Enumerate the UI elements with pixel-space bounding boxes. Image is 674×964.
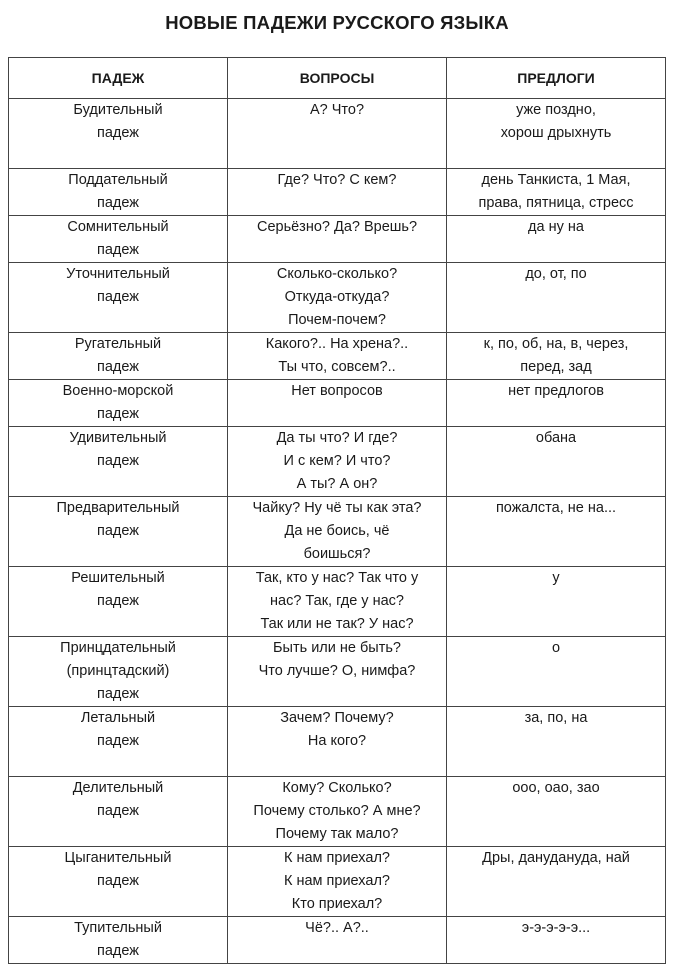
cell-case-line: падеж (97, 359, 139, 375)
cell-case (9, 263, 228, 333)
cell-case-line: Сомнительный (67, 219, 169, 235)
cell-questions (228, 637, 447, 707)
cell-prepositions (447, 216, 666, 263)
cell-case (9, 707, 228, 777)
cell-case (9, 567, 228, 637)
cell-questions-line: Чайку? Ну чё ты как эта? (252, 500, 422, 516)
cell-prepositions (447, 847, 666, 917)
cell-prepositions-line: обана (535, 430, 577, 446)
cell-questions (228, 216, 447, 263)
cell-questions-line: На кого? (307, 733, 367, 749)
cell-prepositions-line: уже поздно, (516, 102, 596, 118)
cell-questions-line: боишься? (303, 546, 371, 562)
cell-case (9, 847, 228, 917)
cell-questions-line: Что лучше? О, нимфа? (258, 663, 416, 679)
cell-prepositions (447, 777, 666, 847)
cell-case-line: падеж (97, 453, 139, 469)
cell-case-line: Уточнительный (66, 266, 170, 282)
cell-case (9, 333, 228, 380)
cell-case (9, 497, 228, 567)
cell-case-line: падеж (97, 289, 139, 305)
cell-questions (228, 497, 447, 567)
cell-prepositions (447, 169, 666, 216)
cell-case-line: Будительный (73, 102, 163, 118)
cell-prepositions-line: пожалста, не на... (495, 500, 617, 516)
table-row (9, 707, 666, 777)
table-row (9, 263, 666, 333)
table-row (9, 567, 666, 637)
cell-prepositions-line: к, по, об, на, в, через, (483, 336, 629, 352)
cell-case (9, 380, 228, 427)
cell-prepositions (447, 427, 666, 497)
cell-case-line: Поддательный (68, 172, 168, 188)
page-title: НОВЫЕ ПАДЕЖИ РУССКОГО ЯЗЫКА (165, 12, 509, 33)
cell-questions-line: А ты? А он? (296, 476, 378, 492)
cell-case-line: Ругательный (74, 336, 162, 352)
cell-prepositions (447, 567, 666, 637)
cell-prepositions-line: нет предлогов (508, 383, 604, 399)
table-row (9, 427, 666, 497)
cell-questions (228, 427, 447, 497)
cell-case-line: падеж (97, 873, 139, 889)
cell-questions-line: Какого?.. На хрена?.. (265, 336, 409, 352)
cell-questions-line: Серьёзно? Да? Врешь? (256, 219, 418, 235)
cell-questions-line: Откуда-откуда? (284, 289, 390, 305)
cell-prepositions (447, 917, 666, 964)
cell-case-line: падеж (97, 686, 139, 702)
header-prepositions: ПРЕДЛОГИ (447, 58, 666, 99)
cell-prepositions (447, 497, 666, 567)
cases-table (8, 57, 666, 964)
cell-prepositions-line: хорош дрыхнуть (500, 125, 612, 141)
cell-questions (228, 380, 447, 427)
cell-questions-line: Зачем? Почему? (280, 710, 394, 726)
cell-case-line: падеж (97, 943, 139, 959)
table-body (9, 99, 666, 964)
cell-questions-line: Кому? Сколько? (282, 780, 392, 796)
cell-case-line: Предварительный (56, 500, 180, 516)
cell-questions-line: Почему так мало? (275, 826, 399, 842)
cell-questions (228, 777, 447, 847)
cell-prepositions-line: перед, зад (520, 359, 592, 375)
cell-case-line: падеж (97, 803, 139, 819)
cell-questions-line: И с кем? И что? (283, 453, 391, 469)
table-row (9, 169, 666, 216)
cell-case-line: Летальный (80, 710, 156, 726)
cell-questions-line: Ты что, совсем?.. (278, 359, 396, 375)
cell-questions (228, 333, 447, 380)
header-questions: ВОПРОСЫ (228, 58, 447, 99)
cell-case-line: падеж (97, 733, 139, 749)
cell-case-line: падеж (97, 406, 139, 422)
cell-questions-line: К нам приехал? (284, 873, 390, 889)
table-row (9, 497, 666, 567)
cell-case-line: Решительный (71, 570, 165, 586)
cell-prepositions (447, 637, 666, 707)
cell-prepositions (447, 707, 666, 777)
cell-case (9, 637, 228, 707)
cell-case-line: Принцдательный (60, 640, 176, 656)
cell-case (9, 99, 228, 169)
cell-questions (228, 169, 447, 216)
cell-questions-line: Сколько-сколько? (276, 266, 398, 282)
cell-case-line: падеж (97, 523, 139, 539)
cell-questions-line: А? Что? (309, 102, 365, 118)
table-row (9, 777, 666, 847)
table-row (9, 216, 666, 263)
cell-questions (228, 917, 447, 964)
cell-questions (228, 707, 447, 777)
cell-prepositions-line: да ну на (528, 219, 584, 235)
cell-case (9, 917, 228, 964)
cell-questions-line: Быть или не быть? (273, 640, 401, 656)
cell-case (9, 169, 228, 216)
cell-prepositions-line: о (551, 640, 561, 656)
cell-case-line: Делительный (72, 780, 164, 796)
cell-case-line: падеж (97, 593, 139, 609)
cell-prepositions-line: за, по, на (524, 710, 588, 726)
cell-case-line: Тупительный (74, 920, 162, 936)
cell-questions-line: Где? Что? С кем? (277, 172, 397, 188)
cell-case (9, 216, 228, 263)
table-row (9, 99, 666, 169)
cell-questions-line: Так, кто у нас? Так что у (255, 570, 419, 586)
cell-prepositions (447, 99, 666, 169)
cell-prepositions-line: ооо, оао, зао (512, 780, 600, 796)
table-row (9, 917, 666, 964)
cell-prepositions (447, 263, 666, 333)
table-row (9, 847, 666, 917)
cell-questions-line: Да не боись, чё (284, 523, 390, 539)
cell-questions-line: Почему столько? А мне? (253, 803, 421, 819)
cell-prepositions (447, 333, 666, 380)
cell-case-line: (принцтадский) (66, 663, 170, 679)
cell-questions (228, 567, 447, 637)
table-row (9, 333, 666, 380)
cell-prepositions-line: у (552, 570, 560, 586)
header-case: ПАДЕЖ (9, 58, 228, 99)
cell-case-line: Цыганительный (64, 850, 172, 866)
cell-case-line: падеж (97, 125, 139, 141)
table-row (9, 637, 666, 707)
cell-prepositions-line: э-э-э-э-э... (521, 920, 591, 936)
cell-questions-line: К нам приехал? (284, 850, 390, 866)
cell-case-line: Удивительный (69, 430, 167, 446)
cell-prepositions-line: права, пятница, стресс (478, 195, 634, 211)
cell-questions-line: Да ты что? И где? (276, 430, 398, 446)
table-row (9, 380, 666, 427)
cell-questions-line: Так или не так? У нас? (260, 616, 414, 632)
cell-questions (228, 263, 447, 333)
cell-questions-line: нас? Так, где у нас? (270, 593, 404, 609)
cell-prepositions-line: Дры, дануданудa, най (482, 850, 630, 866)
cell-case-line: падеж (97, 195, 139, 211)
cell-case (9, 427, 228, 497)
cell-questions (228, 847, 447, 917)
table-header-row (9, 58, 666, 99)
cell-questions-line: Почем-почем? (288, 312, 386, 328)
cell-prepositions (447, 380, 666, 427)
cell-questions-line: Нет вопросов (291, 383, 383, 399)
cell-prepositions-line: день Танкиста, 1 Мая, (481, 172, 631, 188)
cell-prepositions-line: до, от, по (525, 266, 587, 282)
cell-questions (228, 99, 447, 169)
cell-case-line: падеж (97, 242, 139, 258)
cell-questions-line: Чё?.. А?.. (305, 920, 369, 936)
cell-questions-line: Кто приехал? (291, 896, 383, 912)
cell-case (9, 777, 228, 847)
cell-case-line: Военно-морской (62, 383, 174, 399)
